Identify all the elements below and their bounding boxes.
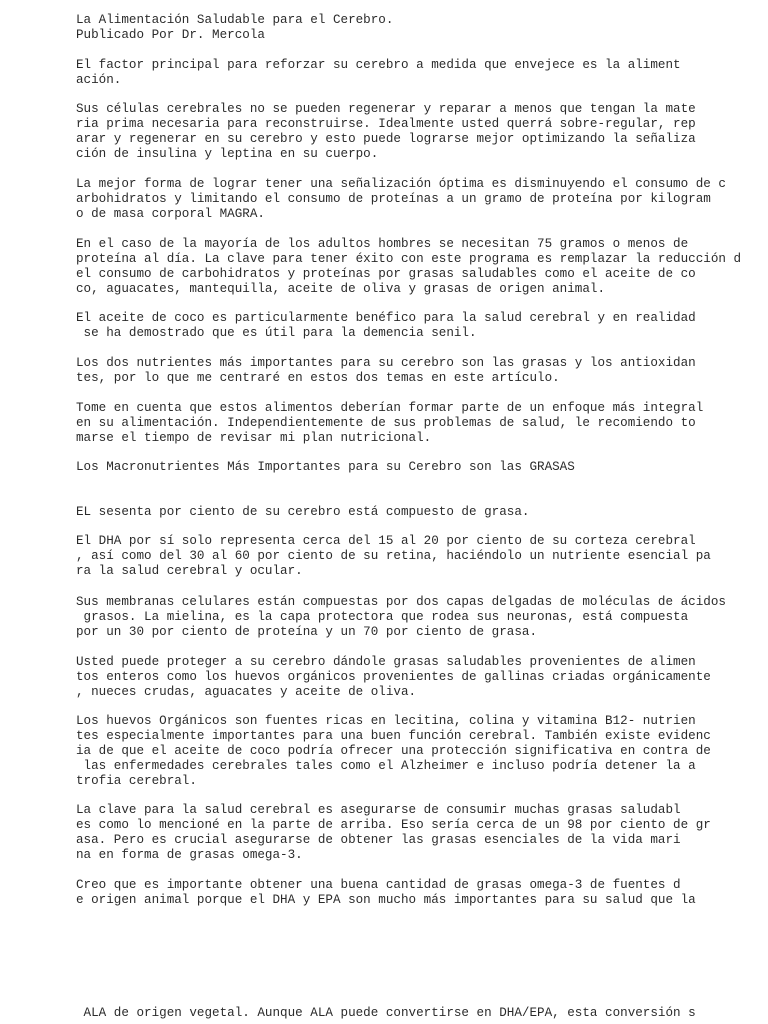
paragraph: Usted puede proteger a su cerebro dándole grasas saludables provenientes de alimen tos enteros como los huevos orgánicos provenientes de gallinas criadas orgánicamente , nueces crudas, aguacates y aceite de oliva. bbox=[76, 655, 711, 699]
document-title: La Alimentación Saludable para el Cerebro. bbox=[76, 13, 394, 27]
paragraph: El DHA por sí solo representa cerca del 15 al 20 por ciento de su corteza cerebral , así como del 30 al 60 por ciento de su retina, haciéndolo un nutriente esencial pa ra la salud cerebral y ocular. bbox=[76, 534, 711, 578]
paragraph: Tome en cuenta que estos alimentos deberían formar parte de un enfoque más integral en su alimentación. Independientemente de sus problemas de salud, le recomiendo to marse el tiempo de revisar mi plan nutricional. bbox=[76, 401, 704, 445]
paragraph: El factor principal para reforzar su cerebro a medida que envejece es la aliment ación. bbox=[76, 58, 681, 87]
paragraph: Sus células cerebrales no se pueden regenerar y reparar a menos que tengan la mate ria prima necesaria para reconstruirse. Idealmente usted querrá sobre-regular, rep arar y regenerar en su cerebro y esto puede lograrse mejor optimizando la señaliza ción de insulina y leptina en su cuerpo. bbox=[76, 102, 696, 161]
paragraph: Los huevos Orgánicos son fuentes ricas en lecitina, colina y vitamina B12- nutrien tes especialmente importantes para una buen función cerebral. También existe evidenc ia de que el aceite de coco podría ofrecer una protección significativa en contra de las enfermedades cerebrales tales como el Alzheimer e incluso podría detener la a trofia cerebral. bbox=[76, 714, 711, 788]
paragraph: El aceite de coco es particularmente benéfico para la salud cerebral y en realidad se ha demostrado que es útil para la demencia senil. bbox=[76, 311, 696, 340]
section-heading: Los Macronutrientes Más Importantes para su Cerebro son las GRASAS bbox=[76, 460, 575, 474]
paragraph: Sus membranas celulares están compuestas por dos capas delgadas de moléculas de ácidos grasos. La mielina, es la capa protectora que rodea sus neuronas, está compuesta por un 30 por ciento de proteína y un 70 por ciento de grasa. bbox=[76, 595, 726, 639]
paragraph: En el caso de la mayoría de los adultos hombres se necesitan 75 gramos o menos de proteína al día. La clave para tener éxito con este programa es remplazar la reducción d el consumo de carbohidratos y proteínas por grasas saludables como el aceite de co co, aguacates, mantequilla, aceite de oliva y grasas de origen animal. bbox=[76, 237, 742, 296]
paragraph: La mejor forma de lograr tener una señalización óptima es disminuyendo el consumo de c arbohidratos y limitando el consumo de proteínas a un gramo de proteína por kilogram o de masa corporal MAGRA. bbox=[76, 177, 726, 221]
paragraph: Los dos nutrientes más importantes para su cerebro son las grasas y los antioxidan tes, por lo que me centraré en estos dos temas en este artículo. bbox=[76, 356, 696, 385]
paragraph: EL sesenta por ciento de su cerebro está compuesto de grasa. bbox=[76, 505, 530, 519]
document-byline: Publicado Por Dr. Mercola bbox=[76, 28, 265, 42]
paragraph: La clave para la salud cerebral es asegurarse de consumir muchas grasas saludabl es como lo mencioné en la parte de arriba. Eso sería cerca de un 98 por ciento de gr asa. Pero es crucial asegurarse de obtener las grasas esenciales de la vida mari na en forma de grasas omega-3. bbox=[76, 803, 711, 862]
paragraph: Creo que es importante obtener una buena cantidad de grasas omega-3 de fuentes d e origen animal porque el DHA y EPA son mucho más importantes para su salud que la bbox=[76, 878, 696, 907]
paragraph-continuation: ALA de origen vegetal. Aunque ALA puede convertirse en DHA/EPA, esta conversión s bbox=[76, 1006, 696, 1020]
